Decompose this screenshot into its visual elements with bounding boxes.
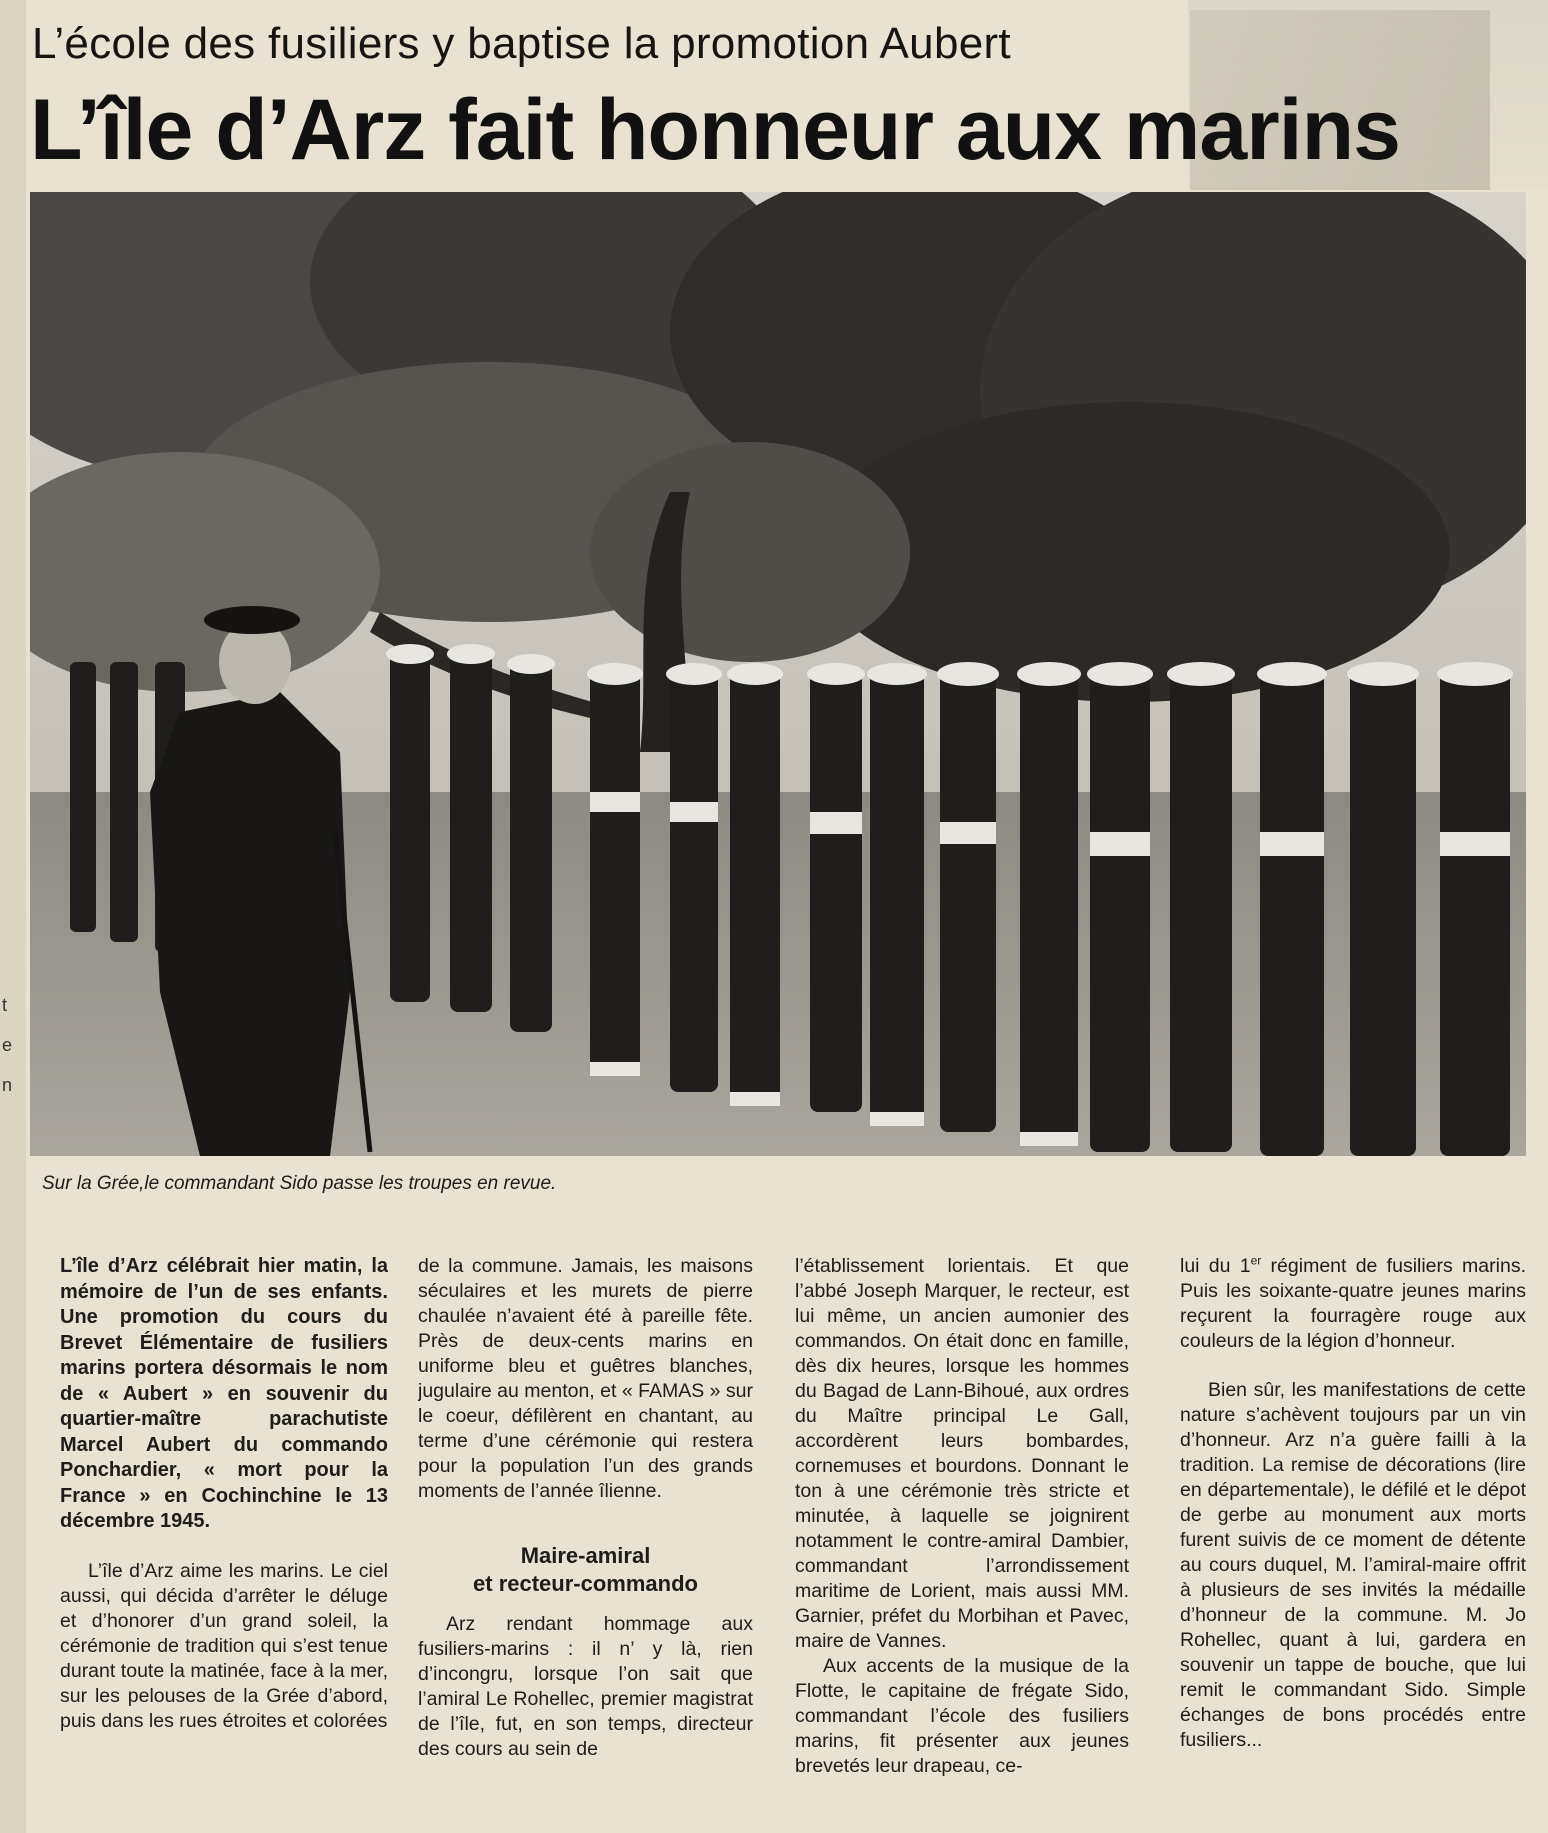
section-subheading: Maire-amiral et recteur-commando bbox=[473, 1543, 698, 1596]
text-column-2 bbox=[418, 1254, 753, 1819]
neighbor-column-fragment: t e n bbox=[2, 995, 13, 1095]
body-paragraph: Bien sûr, les manifestations de cette nature s’achèvent toujours par un vin d’honneur. Arz n’a guère failli à la tradition. La remise de décorations (lire en départementale), le défilé et le dépot de gerbe au monument aux morts furent suivis de ce moment de détente au cours duquel, M. l’amiral-maire offrit à plusieurs de ses invités la médaille d’honneur de la commune. M. Jo Rohellec, quant à lui, gardera en souvenir un tappe de bouche, que lui remit le commandant Sido. Simple échanges de bons procédés entre fusiliers... bbox=[1180, 1379, 1526, 1751]
photo-review-of-troops bbox=[30, 192, 1526, 1156]
article-photo bbox=[30, 192, 1526, 1156]
body-paragraph: de la commune. Jamais, les maisons séculaires et les murets de pierre chaulée n’avaient été à pareille fête. Près de deux-cents marins en uniforme bleu et guêtres blanches, jugulaire au menton, et « FAMAS » sur le coeur, défilèrent en chantant, au terme d’une cérémonie qui restera pour la population l’un des grands moments de l’année îlienne. bbox=[418, 1255, 753, 1502]
body-paragraph: l’établissement lorientais. Et que l’abbé Joseph Marquer, le recteur, est lui même, un ancien aumonier des commandos. On était donc en famille, dès dix heures, lorsque les hommes du Bagad de Lann-Bihoué, aux ordres du Maître principal Le Gall, accordèrent leurs bombardes, cornemuses et bourdons. Donnant le ton à une cérémonie très stricte et minutée, à laquelle se joignirent notamment le contre-amiral Dambier, commandant l’arrondissement maritime de Lorient, mais aussi MM. Garnier, préfet du Morbihan et Pavec, maire de Vannes. bbox=[795, 1255, 1129, 1652]
neighbor-article-left-edge bbox=[0, 0, 26, 1833]
body-paragraph: L’île d’Arz aime les marins. Le ciel aussi, qui décida d’arrêter le déluge et d’honorer d’un grand soleil, la cérémonie de tradition qui s’est tenue durant toute la matinée, face à la mer, sur les pelouses de la Grée d’abord, puis dans les rues étroites et colorées bbox=[60, 1559, 388, 1732]
photo-caption: Sur la Grée,le commandant Sido passe les troupes en revue. bbox=[42, 1173, 557, 1194]
text-column-4 bbox=[1180, 1254, 1526, 1819]
body-paragraph: Aux accents de la musique de la Flotte, le capitaine de frégate Sido, commandant l’école des fusiliers marins, fit présenter aux jeunes brevetés leur drapeau, ce- bbox=[795, 1655, 1129, 1777]
body-paragraph: Arz rendant hommage aux fusiliers-marins : il n’ y là, rien d’incongru, lorsque l’on sait que l’amiral Le Rohellec, premier magistrat de l’île, fut, en son temps, directeur des cours au sein de bbox=[418, 1613, 753, 1760]
article-kicker: L’école des fusiliers y baptise la promotion Aubert bbox=[32, 19, 1011, 68]
text-column-3 bbox=[795, 1254, 1129, 1819]
article-headline: L’île d’Arz fait honneur aux marins bbox=[30, 82, 1400, 178]
body-paragraph: lui du 1er régiment de fusiliers marins. Puis les soixante-quatre jeunes marins reçurent la fourragère rouge aux couleurs de la légion d’honneur. bbox=[1180, 1254, 1526, 1352]
lead-paragraph: L’île d’Arz célébrait hier matin, la mémoire de l’un de ses enfants. Une promotion du cours du Brevet Élémentaire de fusiliers marins portera désormais le nom de « Aubert » en souvenir du quartier-maître parachutiste Marcel Aubert du commando Ponchardier, « mort pour la France » en Cochinchine le 13 décembre 1945. bbox=[60, 1255, 388, 1532]
text-column-1 bbox=[60, 1254, 388, 1819]
